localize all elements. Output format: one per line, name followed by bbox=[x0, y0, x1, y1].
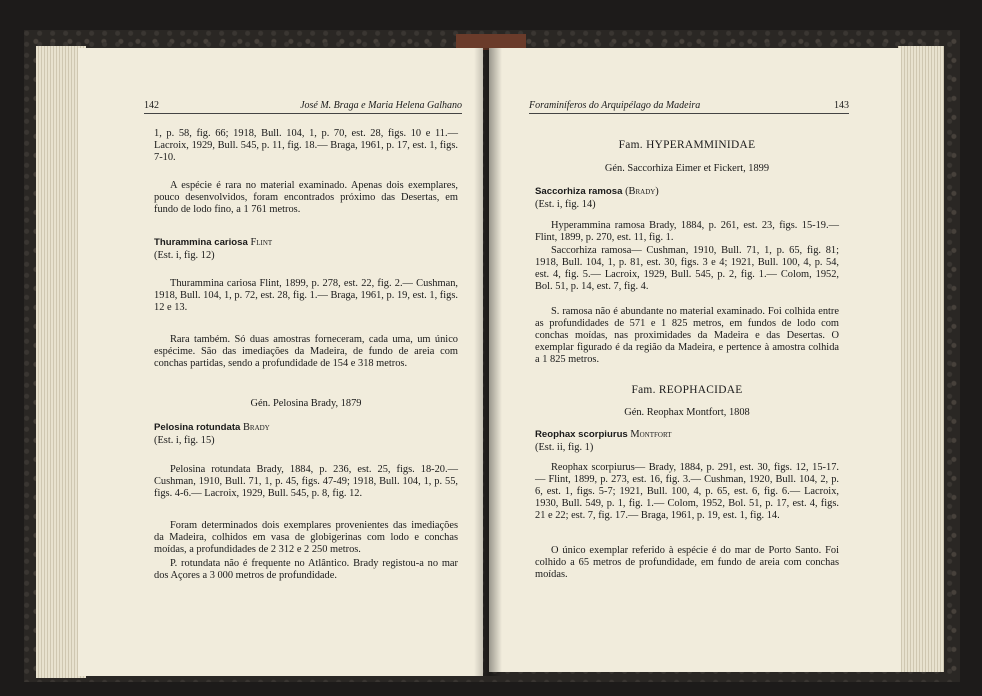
body-paragraph: A espécie é rara no material examinado. Apenas dois exemplares, pouco desenvolvidos, foram encontrados próximo das Desertas, em fundo de lodo fino, a 1 761 metros. bbox=[154, 180, 458, 215]
body-paragraph: S. ramosa não é abundante no material examinado. Foi colhida entre as profundidades de 571 e 1 825 metros, em fundos de lodo com conchas moídas, nas proximidades da Madeira e das Desertas. O exemplar figurado é da região da Madeira, e pertence à amostra colhida a 1 825 metros. bbox=[535, 306, 839, 365]
book-gutter-shadow bbox=[474, 48, 502, 676]
running-head: Foraminíferos do Arquipélago da Madeira bbox=[529, 100, 701, 111]
genus-heading: Gén. Reophax Montfort, 1808 bbox=[624, 407, 750, 418]
plate-reference: (Est. i, fig. 12) bbox=[154, 250, 215, 261]
synonymy-paragraph: Thurammina cariosa Flint, 1899, p. 278, est. 22, fig. 2.— Cushman, 1918, Bull. 104, 1, p. 72, est. 28, fig. 1.— Braga, 1961, p. 19, est. 1, figs. 12 e 13. bbox=[154, 278, 458, 313]
body-paragraph: Rara também. Só duas amostras forneceram, cada uma, um único espécime. São das imediações da Madeira, de fundo de areia com conchas partidas, sendo a profundidade de 154 e 318 metros. bbox=[154, 334, 458, 369]
species-heading: Saccorhiza ramosa (Brady) bbox=[535, 186, 659, 197]
synonymy-paragraph: Reophax scorpiurus— Brady, 1884, p. 291, est. 30, figs. 12, 15-17.— Flint, 1899, p. 273, est. 16, fig. 3.— Cushman, 1920, Bull. 104, 2, p. 6, est. 1, figs. 5-7; 1921, Bull. 100, 4, p. 65, est. 6, fig. 6.— Lacroix, 1930, Bull. 549, p. 1, fig. 1.— Colom, 1952, Bol. 51, p. 17, est. 4, figs. 21 e 22; est. 7, fig. 17.— Braga, 1961, p. 19, est. 1, fig. 14. bbox=[535, 462, 839, 521]
body-paragraph: Foram determinados dois exemplares provenientes das imediações da Madeira, colhidos em vasa de globigerinas com lodo e conchas moídas, a profundidades de 2 312 e 2 250 metros. bbox=[154, 520, 458, 555]
plate-reference: (Est. ii, fig. 1) bbox=[535, 442, 594, 453]
family-heading: Fam. HYPERAMMINIDAE bbox=[618, 139, 756, 151]
synonymy-paragraph: Hyperammina ramosa Brady, 1884, p. 261, est. 23, figs. 15-19.— Flint, 1899, p. 270, est. 11, fig. 1. bbox=[535, 220, 839, 243]
right-page bbox=[489, 48, 901, 672]
genus-heading: Gén. Saccorhiza Eimer et Fickert, 1899 bbox=[604, 163, 770, 174]
genus-heading: Gén. Pelosina Brady, 1879 bbox=[250, 398, 362, 409]
species-heading: Thurammina cariosa Flint bbox=[154, 237, 273, 248]
right-page-edges bbox=[898, 46, 944, 672]
right-page-header bbox=[529, 100, 849, 114]
left-page-header bbox=[144, 100, 462, 114]
synonymy-paragraph: Pelosina rotundata Brady, 1884, p. 236, est. 25, figs. 18-20.— Cushman, 1910, Bull. 71, 1, p. 45, figs. 47-49; 1918, Bull. 104, 1, p. 55, figs. 4-6.— Lacroix, 1929, Bull. 545, p. 8, fig. 12. bbox=[154, 464, 458, 499]
species-heading: Pelosina rotundata Brady bbox=[154, 422, 270, 433]
synonymy-paragraph: Saccorhiza ramosa— Cushman, 1910, Bull. 71, 1, p. 65, fig. 81; 1918, Bull. 104, 1, p. 81, est. 30, figs. 3 e 4; 1921, Bull. 100, 4, p. 54, est. 4, fig. 5.— Lacroix, 1929, Bull. 545, p. 2, fig. 1.— Colom, 1952, Bol. 51, p. 14, est. 7, fig. 4. bbox=[535, 245, 839, 292]
page-number: 142 bbox=[144, 100, 159, 111]
body-paragraph: O único exemplar referido à espécie é do mar de Porto Santo. Foi colhido a 65 metros de profundidade, em fundo de areia com conchas moídas. bbox=[535, 545, 839, 580]
family-heading: Fam. REOPHACIDAE bbox=[631, 384, 743, 396]
species-heading: Reophax scorpiurus Montfort bbox=[535, 429, 672, 440]
body-paragraph: P. rotundata não é frequente no Atlântico. Brady registou-a no mar dos Açores a 3 000 metros de profundidade. bbox=[154, 558, 458, 581]
left-page bbox=[78, 48, 483, 676]
page-number: 143 bbox=[834, 100, 849, 111]
running-head: José M. Braga e Maria Helena Galhano bbox=[300, 100, 462, 111]
references-paragraph: 1, p. 58, fig. 66; 1918, Bull. 104, 1, p. 70, est. 28, figs. 10 e 11.— Lacroix, 1929, Bull. 545, p. 11, fig. 18.— Braga, 1961, p. 17, est. 1, figs. 7-10. bbox=[154, 128, 458, 163]
plate-reference: (Est. i, fig. 15) bbox=[154, 435, 215, 446]
plate-reference: (Est. i, fig. 14) bbox=[535, 199, 596, 210]
